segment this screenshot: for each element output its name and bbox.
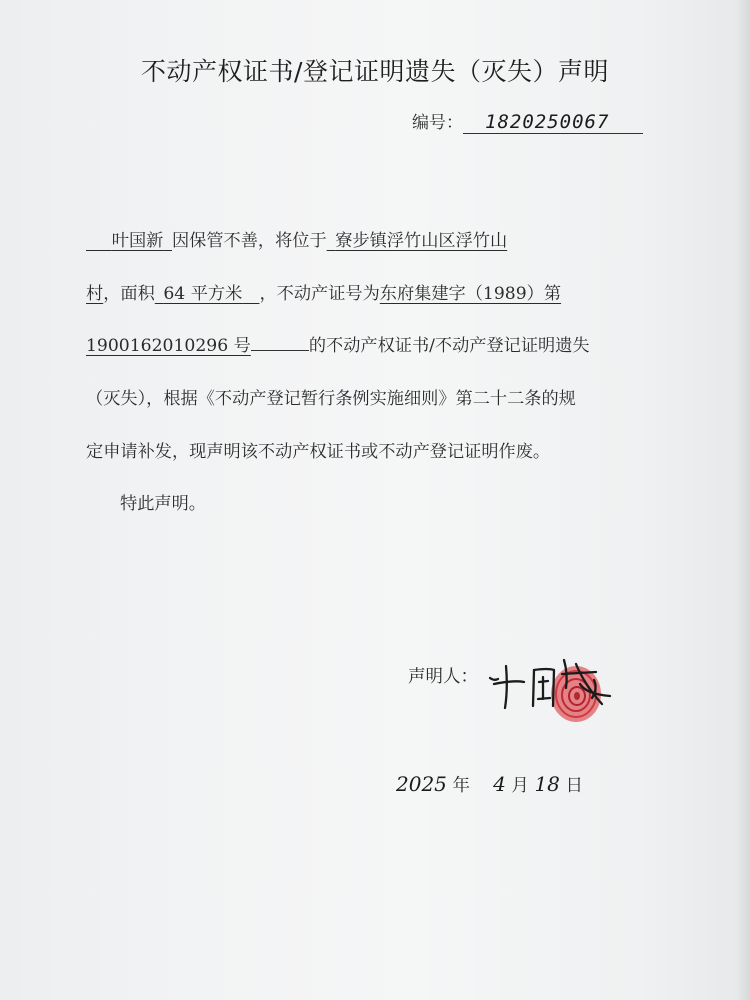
page-edge-shadow — [736, 0, 750, 1000]
certificate-number: 东府集建字（1989）第 — [379, 284, 562, 304]
date-day: 18 — [534, 772, 560, 796]
closing-text: 特此声明。 — [120, 494, 206, 514]
serial-number — [412, 108, 643, 134]
serial-value: 1820250067 — [463, 111, 643, 134]
paragraph-line-5: 定申请补发，现声明该不动产权证书或不动产登记证明作废。 — [86, 442, 551, 462]
declarant-label: 声明人： — [408, 667, 478, 687]
property-location-cont: 村 — [86, 284, 104, 304]
declarant-name: 叶国新 — [111, 231, 164, 251]
date-month-label: 月 — [511, 776, 529, 796]
date-month: 4 — [493, 772, 506, 796]
signature-with-fingerprint — [484, 644, 624, 734]
text-segment: ，不动产证号为 — [259, 284, 380, 304]
paragraph-line-3 — [86, 331, 666, 356]
paragraph-line-1 — [86, 226, 666, 251]
blank-underline — [251, 334, 309, 351]
document-title: 不动产权证书/登记证明遗失（灭失）声明 — [141, 57, 609, 86]
date-year: 2025 — [396, 772, 447, 796]
paragraph-line-4: （灭失），根据《不动产登记暂行条例实施细则》第二十二条的规 — [86, 389, 576, 409]
date-day-label: 日 — [565, 776, 583, 796]
text-segment: ，面积 — [103, 284, 155, 304]
paragraph-line-2 — [86, 279, 666, 304]
date-line — [396, 772, 583, 797]
property-location: 寮步镇浮竹山区浮竹山 — [335, 231, 508, 251]
date-year-label: 年 — [452, 776, 470, 796]
text-segment: 的不动产权证书/不动产登记证明遗失 — [308, 336, 590, 356]
certificate-number-cont: 1900162010296 号 — [86, 336, 251, 356]
text-segment: 因保管不善，将位于 — [171, 231, 327, 251]
serial-label: 编号： — [412, 113, 463, 133]
property-area: 64 平方米 — [163, 284, 243, 304]
